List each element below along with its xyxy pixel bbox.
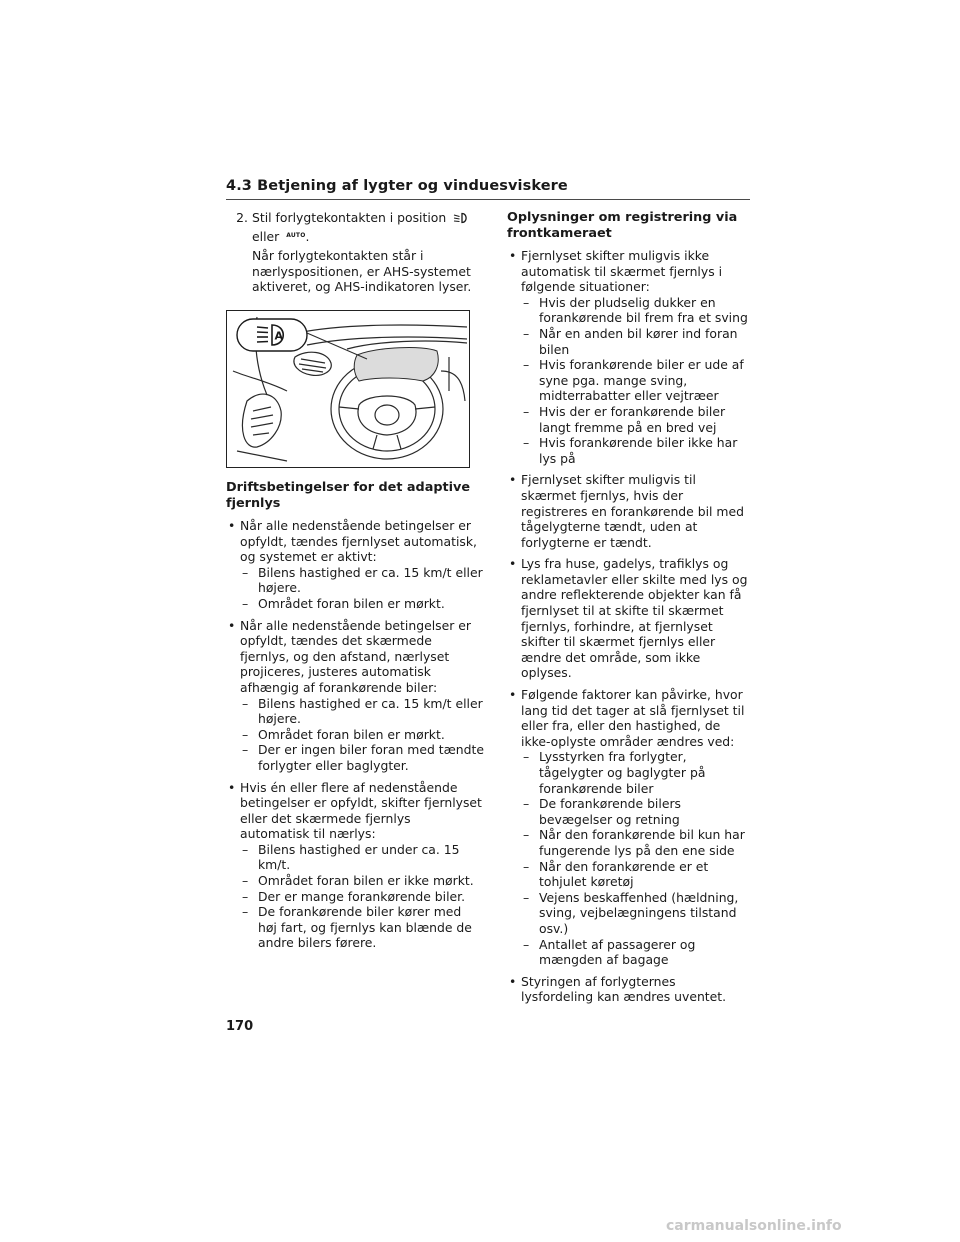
sub-item: – Lysstyrken fra forlygter, tågelygter og baglygter på forankørende biler [523, 749, 706, 796]
dashboard-illustration [226, 310, 470, 468]
sub-item: – Hvis forankørende biler er ude af syne pga. mange sving, midterrabatter eller vejtræer [523, 357, 744, 404]
sub-item: – Området foran bilen er mørkt. [242, 726, 445, 742]
list-item [507, 974, 751, 1005]
sub-item: – Vejens beskaffenhed (hældning, sving, vejbelægningens tilstand osv.) [523, 889, 739, 936]
header-divider [226, 199, 750, 200]
bullet-text: Fjernlyset skifter muligvis til skærmet fjernlys, hvis der registreres en forankørende bil med tågelygterne tændt, uden at forlygterne er tændt. [521, 472, 744, 550]
page-header [226, 178, 750, 200]
left-section-title: Driftsbetingelser for det adaptive fjernlys [226, 480, 471, 511]
low-beam-icon [453, 212, 469, 228]
list-item [507, 472, 751, 550]
bullet-marker: • [509, 687, 517, 703]
right-column-section [507, 210, 751, 1011]
bullet-marker: • [228, 779, 236, 795]
right-section-title: Oplysninger om registrering via frontkameraet [507, 210, 738, 241]
watermark: carmanualsonline.info [666, 1218, 842, 1234]
step-instruction [252, 210, 484, 244]
bullet-text: Hvis én eller flere af nedenstående betingelser er opfyldt, skifter fjernlyset eller det skærmede fjernlys automatisk til nærlys: [240, 779, 482, 842]
sub-item: – Bilens hastighed er ca. 15 km/t eller højere. [242, 564, 483, 596]
list-item [507, 556, 751, 681]
bullet-text: Når alle nedenstående betingelser er opfyldt, tændes det skærmede fjernlys, og den afstand, nærlyset projiceres, justeres automatisk afhængig af forankørende biler: [240, 617, 471, 695]
list-item [507, 248, 751, 466]
step-line2-post: . [305, 228, 310, 244]
sub-item: – Området foran bilen er ikke mørkt. [242, 873, 474, 889]
sub-item: – Der er mange forankørende biler. [242, 888, 466, 904]
sub-item: – Der er ingen biler foran med tændte forlygter eller baglygter. [242, 742, 484, 773]
bullet-marker: • [228, 617, 236, 633]
list-item [507, 687, 751, 968]
ahs-indicator-letter: A [274, 329, 284, 343]
sub-item: – Når en anden bil kører ind foran bilen [523, 325, 738, 357]
auto-icon: AUTO [286, 231, 306, 239]
left-column-top [226, 210, 484, 295]
list-item [226, 780, 484, 952]
bullet-marker: • [509, 248, 517, 263]
sub-item: – Området foran bilen er mørkt. [242, 595, 445, 611]
bullet-marker: • [509, 973, 517, 989]
bullet-marker: • [509, 556, 517, 572]
page-number: 170 [226, 1019, 254, 1034]
sub-item: – Hvis der er forankørende biler langt fremme på en bred vej [523, 403, 726, 435]
sub-item: – Bilens hastighed er ca. 15 km/t eller højere. [242, 695, 483, 727]
bullet-text: Når alle nedenstående betingelser er opfyldt, tændes fjernlyset automatisk, og systemet er aktivt: [240, 518, 477, 565]
sub-item: – De forankørende bilers bevægelser og retning [523, 796, 681, 827]
sub-item: – De forankørende biler kører med høj fart, og fjernlys kan blænde de andre bilers førere. [242, 904, 472, 951]
bullet-text: Fjernlyset skifter muligvis ikke automatisk til skærmet fjernlys i følgende situationer: [521, 248, 723, 295]
sub-item: – Bilens hastighed er under ca. 15 km/t. [242, 841, 460, 873]
sub-item: – Når den forankørende er et tohjulet køretøj [523, 858, 709, 890]
sub-item: – Hvis forankørende biler ikke har lys på [523, 435, 738, 466]
step-number: 2. [236, 210, 248, 225]
bullet-marker: • [228, 518, 236, 533]
step-body [252, 210, 484, 295]
list-item [226, 618, 484, 774]
step-line2-pre: eller [252, 228, 280, 244]
left-column-section [226, 480, 484, 957]
step-2 [226, 210, 484, 295]
bullet-text: Styringen af forlygternes lysfordeling kan ændres uventet. [521, 973, 727, 1005]
sub-item: – Antallet af passagerer og mængden af bagage [523, 936, 696, 968]
bullet-marker: • [509, 472, 517, 488]
step-line1: Stil forlygtekontakten i position [252, 210, 447, 225]
bullet-text: Følgende faktorer kan påvirke, hvor lang tid det tager at slå fjernlyset til eller fra, eller den hastighed, de ikke-oplyste områder ændres ved: [521, 687, 745, 749]
steering-wheel-drawing [227, 311, 469, 467]
sub-item: – Når den forankørende bil kun har fungerende lys på den ene side [523, 827, 745, 858]
bullet-text: Lys fra huse, gadelys, trafiklys og reklametavler eller skilte med lys og andre reflekterende objekter kan få fjernlyset til at skifte til skærmet fjernlys, forhindre, at fjernlyset skifter til skærmet fjernlys eller ændre det område, som ikke oplyses. [521, 556, 748, 681]
sub-item: – Hvis der pludselig dukker en forankørende bil frem fra et sving [523, 294, 748, 326]
section-heading: 4.3 Betjening af lygter og vinduesviskere [226, 178, 568, 194]
list-item [226, 518, 484, 612]
step-note: Når forlygtekontakten står i nærlyspositionen, er AHS-systemet aktiveret, og AHS-indikatoren lyser. [252, 248, 472, 295]
